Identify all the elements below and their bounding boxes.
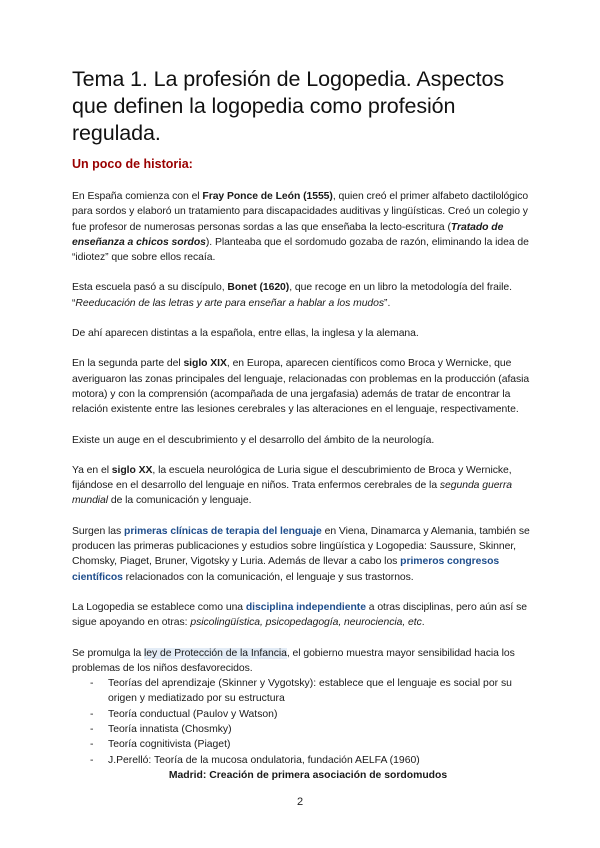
bold-text: siglo XIX <box>183 358 227 370</box>
document-page <box>72 66 534 783</box>
text: Se promulga la <box>72 647 145 659</box>
text: ”. <box>384 297 391 309</box>
paragraph-bonet <box>72 280 534 311</box>
text: relacionados con la comunicación, el lenguaje y sus trastornos. <box>122 571 414 583</box>
paragraph-siglo-xx <box>72 463 534 509</box>
highlight-term: disciplina independiente <box>245 601 366 613</box>
text: En la segunda parte del <box>72 358 184 370</box>
text: , el gobierno muestra mayor sensibilidad hacia los problemas de los niños desfavorecidos. <box>72 647 515 674</box>
list-item-text: Teoría cognitivista (Piaget) <box>108 739 231 751</box>
bold-text: siglo XX <box>111 464 153 476</box>
page-number: 2 <box>296 796 304 808</box>
italic-text: psicolingüística, psicopedagogía, neurociencia, etc <box>190 617 422 629</box>
text: Surgen las <box>72 525 125 537</box>
list-item <box>72 737 534 752</box>
paragraph-clinicas <box>72 524 534 585</box>
list-item-text: J.Perelló: Teoría de la mucosa ondulatoria, fundación AELFA (1960) <box>108 754 420 766</box>
text: a otras disciplinas, pero aún así se sigue apoyando en otras: <box>72 601 527 629</box>
dash-bullet: - <box>90 708 94 720</box>
text: ). Planteaba que el sordomudo gozaba de razón, eliminando la idea de “idiotez” que sobre ellos recaía. <box>72 236 529 264</box>
text: , la escuela neurológica de Luria sigue el descubrimiento de Broca y Wernicke, fijándose en el desarrollo del lenguaje en niños. Trata enfermos cerebrales de la <box>72 464 512 492</box>
madrid-line: Madrid: Creación de primera asociación de sordomudos <box>168 769 448 781</box>
text: , quien creó el primer alfabeto dactilológico para sordos y elaboró un tratamiento para discapacidades auditivas y lingüísticas. Creó un colegio y fue profesor de numerosas personas sordas a las que enseñaba la lecto-escritura ( <box>72 191 529 233</box>
highlight-term: primeros congresos científicos <box>72 556 500 583</box>
list-item-text: Teoría conductual (Paulov y Watson) <box>108 708 278 720</box>
dash-bullet: - <box>90 754 94 766</box>
bold-text: Bonet (1620) <box>227 282 290 294</box>
list-item-text: Teorías del aprendizaje (Skinner y Vygotsky): establece que el lenguaje es social por su origen y mediatizado por su estructura <box>108 678 512 705</box>
text: La Logopedia se establece como una <box>72 601 246 613</box>
list-item <box>72 753 534 768</box>
paragraph-ley-infancia <box>72 646 534 677</box>
paragraph-schools: De ahí aparecen distintas a la española, entre ellas, la inglesa y la alemana. <box>72 328 419 340</box>
list-item <box>72 722 534 737</box>
document-title: Tema 1. La profesión de Logopedia. Aspectos que definen la logopedia como profesión regulada. <box>72 67 504 145</box>
text: de la comunicación y lenguaje. <box>108 495 252 507</box>
text: Esta escuela pasó a su discípulo, <box>72 282 228 294</box>
italic-text: segunda guerra mundial <box>72 480 512 507</box>
theories-list <box>72 676 534 768</box>
paragraph-fray-ponce <box>72 189 534 265</box>
paragraph-neurologia: Existe un auge en el descubrimiento y el desarrollo del ámbito de la neurología. <box>72 434 435 446</box>
section-heading: Un poco de historia: <box>72 157 193 171</box>
bold-text: Fray Ponce de León (1555) <box>202 191 333 202</box>
list-item <box>72 707 534 722</box>
selected-text[interactable]: ley de Protección de la Infancia <box>144 647 287 659</box>
text: , en Europa, aparecen científicos como Broca y Wernicke, que averiguaron las zonas principales del lenguaje, relacionadas con problemas en la producción (afasia motora) y con la comprensión (acompañada de una jergafasia) además de tratar de encontrar la relación existente entre las lesiones cerebrales y las alteraciones en el lenguaje, respectivamente. <box>72 358 530 416</box>
highlight-term: primeras clínicas de terapia del lenguaje <box>124 525 322 537</box>
text: Ya en el <box>72 464 112 476</box>
dash-bullet: - <box>90 724 94 736</box>
text: , que recoge en un libro la metodología del fraile. “ <box>72 282 512 309</box>
dash-bullet: - <box>90 678 94 690</box>
text: . <box>421 617 425 629</box>
paragraph-disciplina <box>72 600 534 631</box>
text: En España comienza con el <box>72 191 203 202</box>
paragraph-siglo-xix <box>72 356 534 417</box>
italic-text: Reeducación de las letras y arte para enseñar a hablar a los mudos <box>75 297 385 309</box>
list-item-text: Teoría innatista (Chosmky) <box>108 724 232 736</box>
list-item <box>72 676 534 707</box>
text: en Viena, Dinamarca y Alemania, también se producen las primeras publicaciones y estudios sobre lingüística y Logopedia: Saussure, Skinner, Chomsky, Piaget, Bruner, Vigotsky y Luria. Además de llevar a cabo los <box>72 525 530 568</box>
dash-bullet: - <box>90 739 94 751</box>
bold-italic-text: Tratado de enseñanza a chicos sordos <box>72 221 504 248</box>
